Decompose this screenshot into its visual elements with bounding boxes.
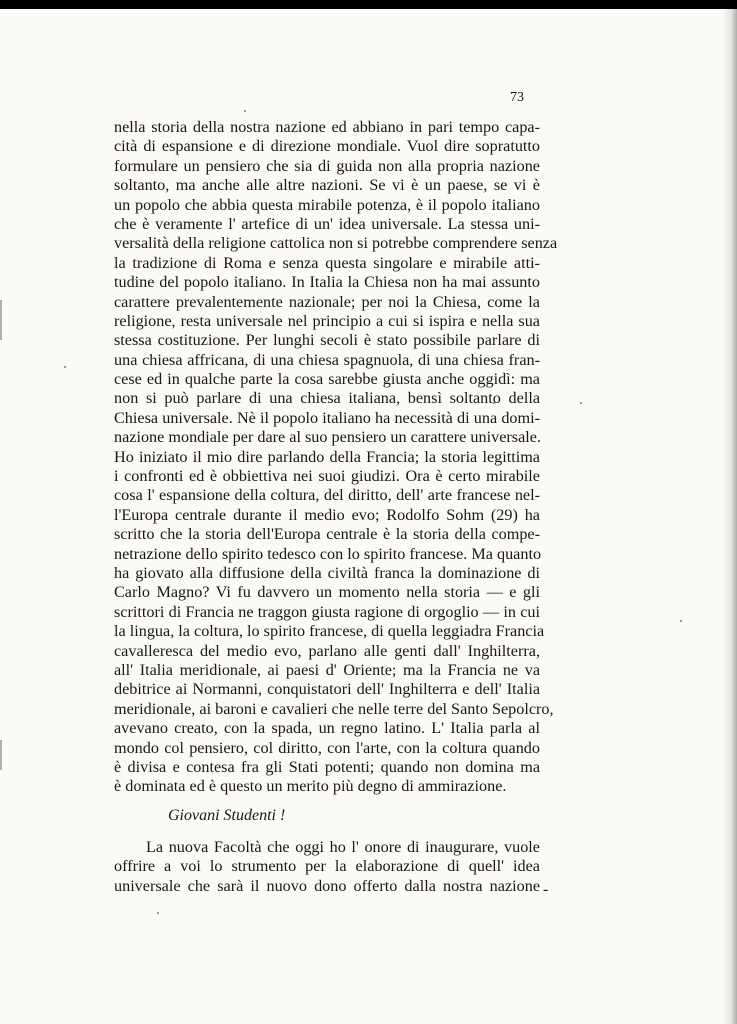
scan-speck	[244, 110, 246, 112]
text-line: scrittori di Francia ne traggon giusta ragione di orgoglio — in cui	[114, 602, 540, 621]
text-line: la lingua, la coltura, lo spirito francese, di quella leggiadra Francia	[114, 622, 545, 641]
text-line: versalità della religione cattolica non si potrebbe comprendere senza	[114, 234, 558, 253]
scan-left-edge-mark	[0, 300, 2, 340]
text-line: meridionale, ai baroni e cavalieri che nelle terre del Santo Sepolcro,	[114, 699, 554, 718]
paragraph-2	[114, 838, 540, 896]
text-line: i confronti ed è obbiettiva nei suoi giudizi. Ora è certo mirabile	[114, 467, 540, 486]
scan-speck	[64, 366, 66, 368]
text-line: ha giovato alla diffusione della civiltà franca la dominazione di	[114, 563, 540, 582]
scan-speck	[580, 402, 582, 404]
text-line: Carlo Magno? Vi fu davvero un momento nella storia — e gli	[114, 583, 540, 602]
section-heading: Giovani Studenti !	[168, 807, 286, 824]
text-line: la tradizione di Roma e senza questa singolare e mirabile atti-	[114, 253, 540, 272]
text-line: offrire a voi lo strumento per la elaborazione di quell' idea	[114, 857, 540, 876]
text-line: formulare un pensiero che sia di guida non alla propria nazione	[114, 156, 540, 175]
text-line: cosa l' espansione della coltura, del diritto, dell' arte francese nel-	[114, 486, 540, 505]
text-line: netrazione dello spirito tedesco con lo spirito francese. Ma quanto	[114, 544, 542, 563]
text-line: debitrice ai Normanni, conquistatori dell' Inghilterra e dell' Italia	[114, 680, 540, 699]
text-line: soltanto, ma anche alle altre nazioni. Se vi è un paese, se vi è	[114, 176, 540, 195]
text-line: tudine del popolo italiano. In Italia la Chiesa non ha mai assunto	[114, 273, 540, 292]
text-line: La nuova Facoltà che oggi ho l' onore di inaugurare, vuole	[146, 838, 540, 856]
text-line: Chiesa universale. Nè il popolo italiano ha necessità di una domi-	[114, 408, 540, 427]
text-line: Ho iniziato il mio dire parlando della Francia; la storia legittima	[114, 447, 540, 466]
text-line: una chiesa affricana, di una chiesa spagnuola, di una chiesa fran-	[114, 350, 540, 369]
text-line: avevano creato, con la spada, un regno latino. L' Italia parla al	[114, 719, 540, 738]
text-line: un popolo che abbia questa mirabile potenza, è il popolo italiano	[114, 195, 540, 214]
text-line: nella storia della nostra nazione ed abbiano in pari tempo capa-	[114, 118, 540, 136]
scan-speck	[680, 620, 682, 622]
text-line: che è veramente l' artefice di un' idea universale. La stessa uni-	[114, 214, 540, 233]
text-line: l'Europa centrale durante il medio evo; Rodolfo Sohm (29) ha	[114, 505, 540, 524]
text-line: religione, resta universale nel principio a cui si ispira e nella sua	[114, 311, 540, 330]
text-line: mondo col pensiero, col diritto, con l'arte, con la coltura quando	[114, 738, 540, 757]
scan-left-edge-mark	[0, 740, 2, 770]
hyphen-continuation: -	[543, 881, 549, 898]
text-line: cavalleresca del medio evo, parlano alle genti dall' Inghilterra,	[114, 641, 540, 660]
scan-right-edge-shadow	[723, 9, 737, 1024]
text-line: non si può parlare di una chiesa italiana, bensì soltanto della	[114, 389, 540, 408]
text-line: è dominata ed è questo un merito più degno di ammirazione.	[114, 777, 507, 796]
page-number: 73	[510, 90, 524, 105]
text-line: scritto che la storia dell'Europa centrale è la storia della compe-	[114, 525, 540, 544]
scan-top-border	[0, 0, 737, 9]
paragraph-1	[114, 118, 558, 797]
text-line: è divisa e contesa fra gli Stati potenti; quando non domina ma	[114, 757, 540, 776]
text-line: cità di espansione e di direzione mondiale. Vuol dire sopratutto	[114, 137, 540, 156]
text-line: universale che sarà il nuovo dono offerto dalla nostra nazione	[114, 876, 540, 895]
text-line: cese ed in qualche parte la cosa sarebbe giusta anche oggidì: ma	[114, 370, 540, 389]
text-line: all' Italia meridionale, ai paesi d' Oriente; ma la Francia ne va	[114, 660, 540, 679]
scan-speck	[157, 912, 159, 914]
text-line: nazione mondiale per dare al suo pensiero un carattere universale.	[114, 428, 541, 447]
text-line: carattere prevalentemente nazionale; per noi la Chiesa, come la	[114, 292, 540, 311]
text-line: stessa costituzione. Per lunghi secoli è stato possibile parlare di	[114, 331, 540, 350]
